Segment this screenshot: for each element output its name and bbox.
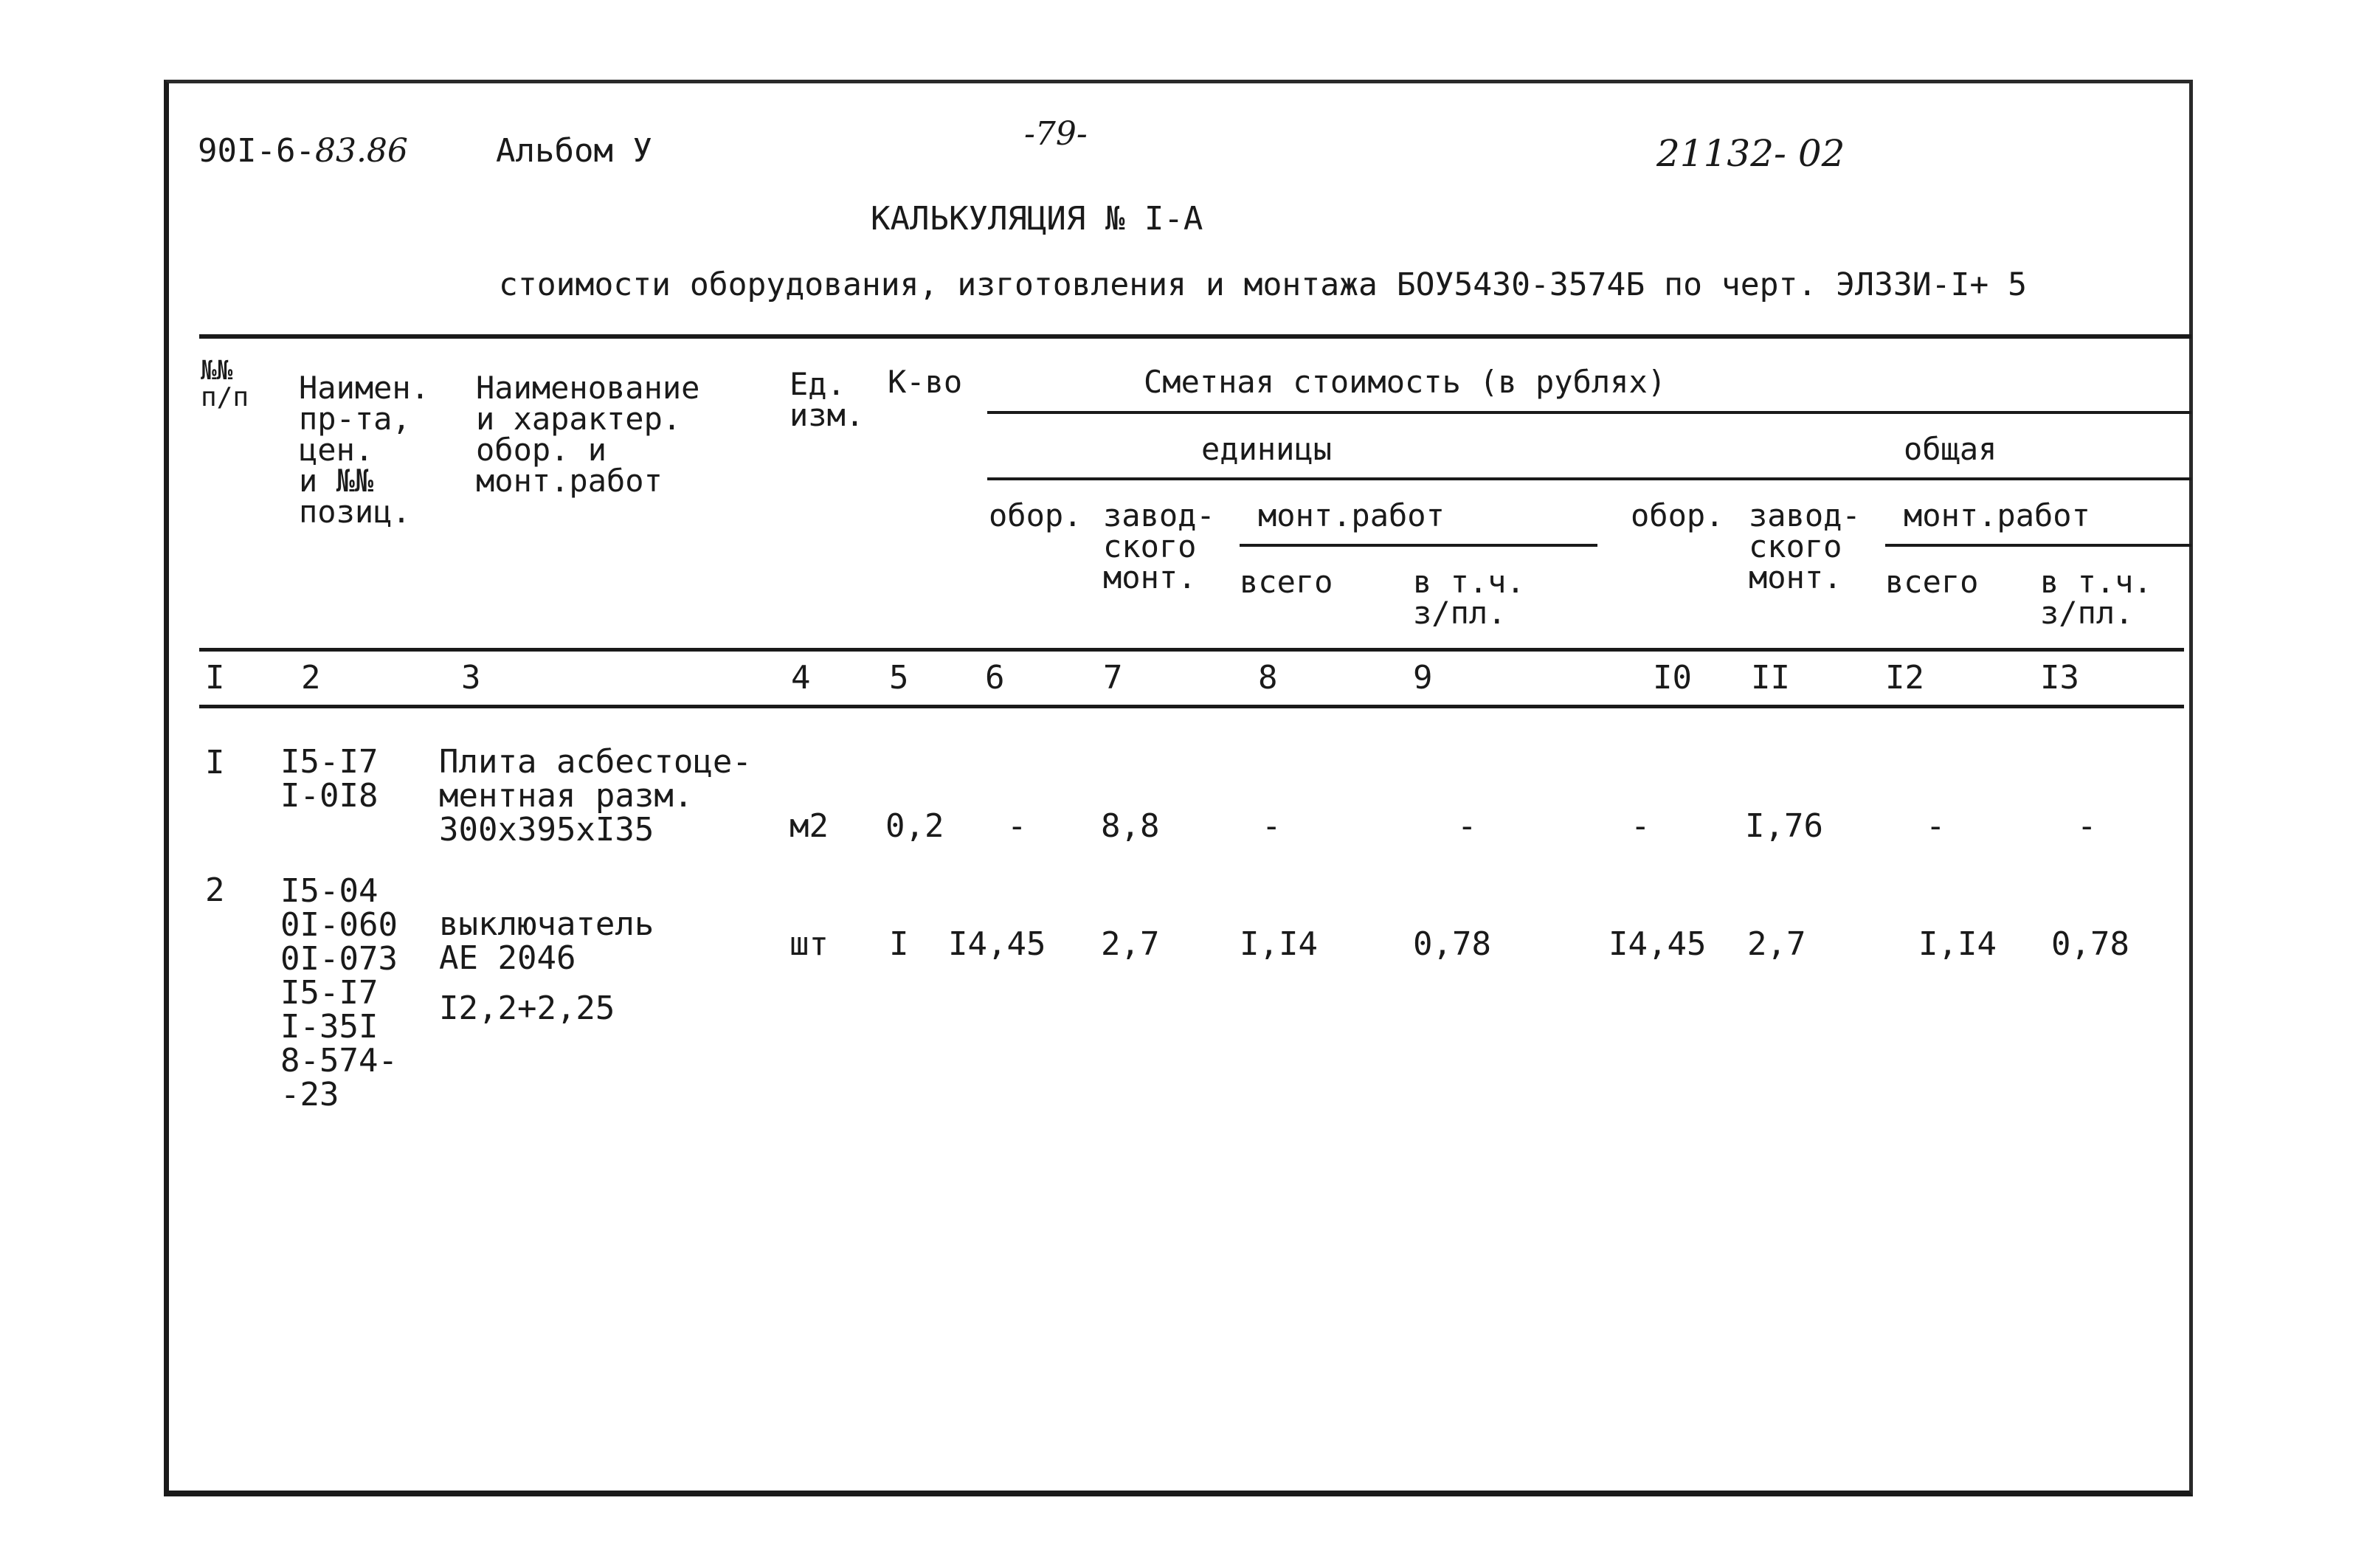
- row1-name: Плита асбестоце- ментная разм. 300х395хI35: [439, 743, 752, 849]
- row2-unit-factory: 2,7: [1101, 925, 1160, 963]
- row1-total-factory: I,76: [1745, 807, 1823, 845]
- row2-unit-install: I,I4: [1240, 925, 1318, 963]
- doc-number: 21132- 02: [1656, 132, 1845, 175]
- page-subtitle: стоимости оборудования, изготовления и монтажа БОУ5430-3574Б по черт. ЭЛЗЗИ-I+ 5: [499, 266, 2028, 303]
- total-install-rule: [1885, 544, 2191, 547]
- header-total-install: монт.работ: [1904, 497, 2090, 533]
- header-unit-equip: обор.: [989, 497, 1082, 533]
- colnum-10: I0: [1653, 659, 1692, 697]
- header-total-group: общая: [1904, 431, 1997, 467]
- subgroup-rule: [987, 477, 2191, 480]
- table-top-rule: [199, 334, 2191, 339]
- header-bottom-rule: [199, 648, 2184, 652]
- row1-unit-equip: -: [1007, 807, 1027, 845]
- header-total-wages: в т.ч. з/пл.: [2040, 564, 2152, 631]
- row1-total-equip: -: [1631, 807, 1651, 845]
- colnum-6: 6: [985, 659, 1005, 697]
- row1-qty: 0,2: [885, 807, 944, 845]
- row1-num: I: [205, 744, 225, 781]
- page-number: -79-: [1024, 115, 1088, 153]
- doc-code-prefix: 90I-6-: [198, 132, 315, 170]
- row2-num: 2: [205, 871, 225, 909]
- row2-unit-wages: 0,78: [1413, 925, 1491, 963]
- row1-unit-install: -: [1262, 807, 1282, 845]
- colnum-7: 7: [1103, 659, 1123, 697]
- colnum-2: 2: [301, 659, 321, 697]
- row2-total-install: I,I4: [1918, 925, 1997, 963]
- row1-code: I5-I7 I-0I8: [280, 743, 379, 815]
- header-total-equip: обор.: [1631, 497, 1724, 533]
- header-cost-group: Сметная стоимость (в рублях): [1144, 364, 1667, 400]
- header-total-all: всего: [1885, 564, 1979, 600]
- colnum-11: II: [1751, 659, 1790, 697]
- column-numbers-rule: [199, 705, 2184, 708]
- doc-code-handwritten: 83.86: [314, 132, 408, 170]
- colnum-4: 4: [791, 659, 811, 697]
- row2-total-factory: 2,7: [1747, 925, 1806, 963]
- header-unit-group: единицы: [1201, 431, 1333, 467]
- row2-name: выключатель АЕ 2046: [439, 905, 654, 977]
- colnum-8: 8: [1258, 659, 1278, 697]
- header-code: Наимен. пр-та, цен. и №№ позиц.: [299, 370, 430, 530]
- row2-unit-equip: I4,45: [948, 925, 1046, 963]
- cost-group-rule: [987, 411, 2191, 414]
- header-unit-all: всего: [1240, 564, 1333, 600]
- unit-install-rule: [1240, 544, 1597, 547]
- row2-total-wages: 0,78: [2051, 925, 2129, 963]
- row1-unit-factory: 8,8: [1101, 807, 1160, 845]
- colnum-13: I3: [2040, 659, 2079, 697]
- colnum-1: I: [205, 659, 225, 697]
- colnum-12: I2: [1885, 659, 1924, 697]
- row1-total-install: -: [1926, 807, 1946, 845]
- row1-unit: м2: [789, 807, 829, 845]
- header-qty: К-во: [888, 364, 963, 400]
- row2-name-formula: I2,2+2,25: [439, 990, 615, 1027]
- album-label: Альбом У: [496, 132, 652, 170]
- header-unit-factory: завод- ского монт.: [1103, 497, 1215, 595]
- header-name: Наименование и характер. обор. и монт.работ: [476, 370, 700, 499]
- page-title: КАЛЬКУЛЯЦИЯ № I-А: [871, 200, 1203, 238]
- row1-unit-wages: -: [1457, 807, 1477, 845]
- row2-unit: шт: [789, 925, 829, 963]
- row2-qty: I: [889, 925, 909, 963]
- colnum-5: 5: [889, 659, 909, 697]
- colnum-3: 3: [461, 659, 481, 697]
- row1-total-wages: -: [2077, 807, 2097, 845]
- header-unit-wages: в т.ч. з/пл.: [1413, 564, 1525, 631]
- doc-code: [198, 132, 408, 170]
- colnum-9: 9: [1413, 659, 1433, 697]
- header-num: №№ п/п: [201, 356, 249, 412]
- header-unit: Ед. изм.: [789, 366, 865, 433]
- header-total-factory: завод- ского монт.: [1749, 497, 1861, 595]
- header-unit-install: монт.работ: [1258, 497, 1445, 533]
- row2-code: I5-04 0I-060 0I-073 I5-I7 I-35I 8-574- -23: [280, 872, 398, 1113]
- row2-total-equip: I4,45: [1609, 925, 1707, 963]
